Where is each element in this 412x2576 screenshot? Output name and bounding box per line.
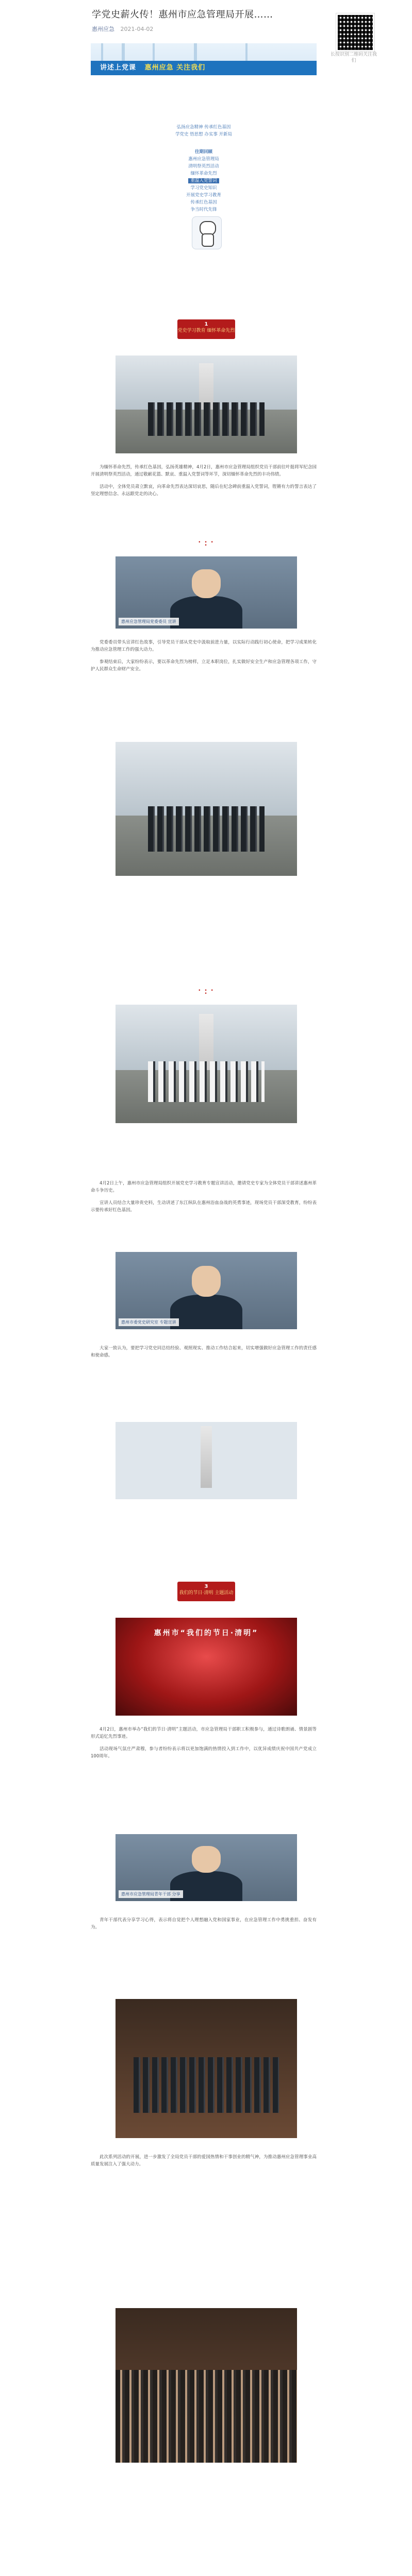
header-banner: [91, 43, 317, 75]
paragraph: 宣讲人员结合大量珍贵史料，生动讲述了东江纵队在惠州浴血奋战的英勇事迹，现场党员干部深受教育，纷纷表示要传承好红色基因。: [91, 1200, 317, 1213]
section-text: [91, 639, 317, 673]
stage-banner-text: 惠州市“我们的节日·清明”: [154, 1629, 259, 1637]
section-text: [91, 464, 317, 498]
section-header: [177, 319, 235, 339]
paragraph: 参观结束后，大家纷纷表示，要以革命先烈为榜样，立足本职岗位，扎实做好安全生产和应急管理各项工作，守护人民群众生命财产安全。: [91, 659, 317, 672]
section-header: [177, 1582, 235, 1601]
mascot-body: [202, 233, 214, 247]
toc-item[interactable]: 开展党史学习教育: [186, 193, 221, 198]
section-text: [91, 2154, 317, 2168]
banner-left-text: 讲述上党课: [100, 64, 137, 72]
account-name-link[interactable]: 惠州应急: [92, 26, 114, 32]
toc-item[interactable]: 清明祭英烈活动: [188, 164, 219, 169]
toc-item-highlight[interactable]: 重温入党誓词: [188, 178, 219, 183]
paragraph: 此次系列活动的开展，进一步激发了全局党员干部的爱国热情和干事创业的精气神，为推动惠州应急管理事业高质量发展注入了强大动力。: [91, 2155, 317, 2167]
photo-caption: 惠州市应急管理局青年干部 分享: [119, 1890, 183, 1898]
mascot-illustration: [192, 216, 222, 249]
publish-date: 2021-04-02: [120, 26, 154, 32]
section-number: 3: [204, 1584, 208, 1589]
section-title: 我们的节日·清明 主题活动: [179, 1590, 234, 1596]
paragraph: 活动中，全体党员肃立默哀，向革命先烈表达深切哀思，随后在纪念碑前重温入党誓词，铿锵有力的誓言表达了坚定理想信念、永远跟党走的决心。: [91, 484, 317, 497]
toc-item[interactable]: 缅怀革命先烈: [190, 171, 217, 176]
skyline-illustration: [91, 43, 317, 61]
article-title: 学党史薪火传！惠州市应急管理局开展……: [92, 9, 273, 20]
section-text: [91, 1917, 317, 1931]
qr-code[interactable]: [336, 13, 374, 52]
photo-memorial-group: [116, 355, 297, 453]
paragraph: 大家一致认为，要把学习党史同总结经验、观照现实、推动工作结合起来，切实增强做好应急管理工作的责任感和使命感。: [91, 1346, 317, 1358]
section-text: [91, 1180, 317, 1214]
photo-speaker-2: [116, 1252, 297, 1329]
photo-speaker-3: [116, 1834, 297, 1901]
toc-item[interactable]: 惠州应急管理局: [188, 157, 219, 162]
section-text: [91, 1726, 317, 1760]
toc-title: 往期回顾: [194, 149, 212, 155]
toc-item[interactable]: 传承红色基因: [190, 200, 217, 205]
photo-procession: [116, 742, 297, 876]
paragraph: 活动现场气氛庄严肃穆，参与者纷纷表示将以更加饱满的热情投入到工作中，以优异成绩庆祝中国共产党成立100周年。: [91, 1747, 317, 1759]
article-header: [0, 0, 412, 77]
paragraph: 为缅怀革命先烈，传承红色基因，弘扬英雄精神，4月2日，惠州市应急管理局组织党员干部前往叶挺将军纪念园开展清明祭英烈活动，通过敬献花篮、默哀、重温入党誓词等环节，深切缅怀革命先烈的丰功伟绩。: [91, 465, 317, 477]
intro-block: [91, 124, 317, 213]
paragraph: 4月2日，惠州市举办“我们的节日·清明”主题活动，市应急管理局干部职工积极参与，通过诗歌朗诵、情景剧等形式追忆先烈事迹。: [91, 1727, 317, 1739]
intro-line: 弘扬应急精神 传承红色基因: [176, 125, 231, 130]
banner-bar: [91, 61, 317, 75]
section-text: [91, 1345, 317, 1359]
section-title: 党史学习教育 缅怀革命先烈: [177, 328, 235, 333]
photo-caption: 惠州应急管理局党委委员 宣讲: [119, 618, 179, 625]
toc-item[interactable]: 争当时代先锋: [190, 207, 217, 212]
article-meta: [92, 25, 153, 33]
paragraph: 4月2日上午，惠州市应急管理局组织开展党史学习教育专题宣讲活动，邀请党史专家为全体党员干部讲述惠州革命斗争历史。: [91, 1181, 317, 1193]
divider-dots: • • • •: [198, 988, 215, 996]
photo-caption: 惠州市委党史研究室 专题宣讲: [119, 1318, 179, 1326]
toc-item[interactable]: 学习党史知识: [190, 185, 217, 191]
banner-right-text: 惠州应急 关注我们: [144, 64, 206, 72]
photo-wreaths: [116, 1005, 297, 1123]
photo-monument-tower: [116, 1422, 297, 1499]
section-number: 1: [204, 321, 208, 327]
photo-stage-event: [116, 1618, 297, 1716]
qr-caption: 长按识别二维码关注我们: [330, 52, 377, 63]
paragraph: 青年干部代表分享学习心得，表示将自觉把个人理想融入党和国家事业，在应急管理工作中勇挑重担、奋发有为。: [91, 1918, 317, 1930]
paragraph: 党委委员带头宣讲红色故事，引导党员干部从党史中汲取前进力量，以实际行动践行初心使命，把学习成果转化为推动应急管理工作的强大动力。: [91, 640, 317, 652]
divider-dots: • • • •: [198, 540, 215, 548]
photo-speaker: [116, 556, 297, 629]
photo-exhibition-hall: [116, 1999, 297, 2138]
intro-line: 学党史 悟思想 办实事 开新局: [175, 132, 233, 137]
photo-audience: [116, 2308, 297, 2463]
